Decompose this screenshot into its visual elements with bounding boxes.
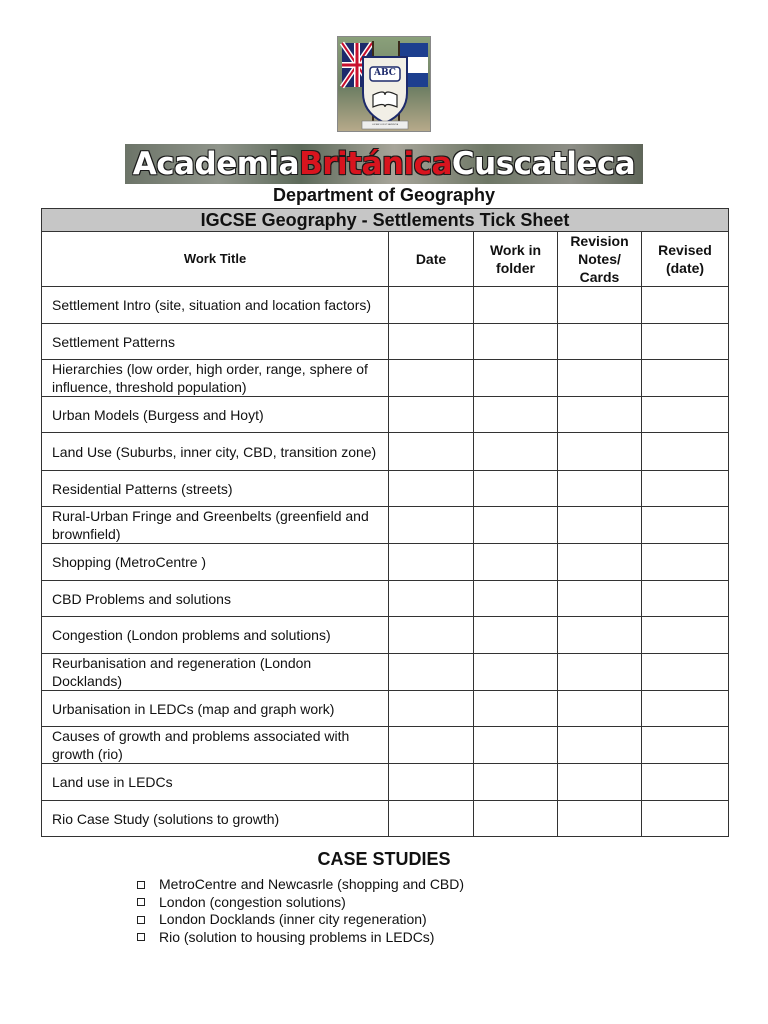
table-row <box>42 544 729 581</box>
revised-date-cell[interactable] <box>642 433 729 471</box>
case-study-text: London (congestion solutions) <box>159 893 346 910</box>
work-title-cell: Rio Case Study (solutions to growth) <box>42 801 389 837</box>
col-header-work-in-folder <box>474 232 558 287</box>
tick-sheet-table <box>41 208 729 837</box>
revised-date-cell[interactable] <box>642 617 729 654</box>
case-study-text: MetroCentre and Newcasrle (shopping and CBD) <box>159 876 465 892</box>
table-row <box>42 617 729 654</box>
work-in-folder-cell[interactable] <box>474 433 558 471</box>
table-row <box>42 433 729 471</box>
square-bullet-icon <box>137 916 145 924</box>
col-header-work-in-folder-line2: folder <box>496 260 535 276</box>
date-cell[interactable] <box>389 691 474 727</box>
revised-date-cell[interactable] <box>642 360 729 397</box>
date-cell[interactable] <box>389 507 474 544</box>
revision-notes-cell[interactable] <box>558 397 642 433</box>
revision-notes-cell[interactable] <box>558 507 642 544</box>
work-title-cell: CBD Problems and solutions <box>42 581 389 617</box>
crest-motto: LUCEAT LUX ET SAPIENTIA <box>371 124 399 126</box>
list-item <box>137 876 464 894</box>
date-cell[interactable] <box>389 727 474 764</box>
list-item <box>137 929 464 947</box>
banner-word-britanica: Británica <box>299 146 452 182</box>
col-header-revision-line2: Notes/ <box>578 251 621 267</box>
work-title-cell: Urbanisation in LEDCs (map and graph work) <box>42 691 389 727</box>
department-heading: Department of Geography <box>272 185 496 205</box>
work-title-cell: Hierarchies (low order, high order, range, sphere of influence, threshold population) <box>42 360 389 397</box>
list-item <box>137 894 464 912</box>
revision-notes-cell[interactable] <box>558 433 642 471</box>
square-bullet-icon <box>137 933 145 941</box>
date-cell[interactable] <box>389 544 474 581</box>
revised-date-cell[interactable] <box>642 471 729 507</box>
work-title-cell: Land Use (Suburbs, inner city, CBD, transition zone) <box>42 433 389 471</box>
work-in-folder-cell[interactable] <box>474 287 558 324</box>
work-title-cell: Land use in LEDCs <box>42 764 389 801</box>
revised-date-cell[interactable] <box>642 544 729 581</box>
list-item <box>137 911 464 929</box>
work-in-folder-cell[interactable] <box>474 727 558 764</box>
table-row <box>42 654 729 691</box>
table-row <box>42 471 729 507</box>
school-crest-logo <box>337 36 431 132</box>
date-cell[interactable] <box>389 581 474 617</box>
school-name-banner <box>125 144 643 184</box>
revision-notes-cell[interactable] <box>558 801 642 837</box>
table-row <box>42 581 729 617</box>
work-in-folder-cell[interactable] <box>474 654 558 691</box>
square-bullet-icon <box>137 881 145 889</box>
revised-date-cell[interactable] <box>642 727 729 764</box>
work-in-folder-cell[interactable] <box>474 764 558 801</box>
revised-date-cell[interactable] <box>642 324 729 360</box>
date-cell[interactable] <box>389 471 474 507</box>
case-studies-list <box>137 876 464 946</box>
table-row <box>42 507 729 544</box>
date-cell[interactable] <box>389 764 474 801</box>
case-study-text: London Docklands (inner city regeneration) <box>159 911 427 927</box>
table-row <box>42 397 729 433</box>
revision-notes-cell[interactable] <box>558 581 642 617</box>
crest-emblem-icon <box>338 37 431 132</box>
case-study-text: Rio (solution to housing problems in LEDCs) <box>159 928 435 945</box>
table-body <box>42 287 729 837</box>
col-header-work-in-folder-line1: Work in <box>489 242 542 258</box>
date-cell[interactable] <box>389 324 474 360</box>
date-cell[interactable] <box>389 287 474 324</box>
work-in-folder-cell[interactable] <box>474 507 558 544</box>
col-header-work-title: Work Title <box>42 232 389 287</box>
work-title-cell: Rural-Urban Fringe and Greenbelts (greenfield and brownfield) <box>42 507 389 544</box>
work-title-cell: Settlement Intro (site, situation and location factors) <box>42 287 389 324</box>
revision-notes-cell[interactable] <box>558 287 642 324</box>
revised-date-cell[interactable] <box>642 581 729 617</box>
revised-date-cell[interactable] <box>642 287 729 324</box>
revised-date-cell[interactable] <box>642 654 729 691</box>
col-header-revised-date <box>642 232 729 287</box>
banner-word-academia: Academia <box>132 146 300 182</box>
case-studies-heading: CASE STUDIES <box>317 849 451 869</box>
revision-notes-cell[interactable] <box>558 727 642 764</box>
revision-notes-cell[interactable] <box>558 324 642 360</box>
table-row <box>42 324 729 360</box>
work-in-folder-cell[interactable] <box>474 324 558 360</box>
work-in-folder-cell[interactable] <box>474 544 558 581</box>
date-cell[interactable] <box>389 654 474 691</box>
work-title-cell: Urban Models (Burgess and Hoyt) <box>42 397 389 433</box>
work-in-folder-cell[interactable] <box>474 360 558 397</box>
date-cell[interactable] <box>389 801 474 837</box>
table-row <box>42 727 729 764</box>
col-header-revision-notes <box>558 232 642 287</box>
table-row <box>42 801 729 837</box>
work-title-cell: Reurbanisation and regeneration (London Docklands) <box>42 654 389 691</box>
revision-notes-cell[interactable] <box>558 764 642 801</box>
table-row <box>42 360 729 397</box>
revision-notes-cell[interactable] <box>558 654 642 691</box>
banner-word-cuscatleca: Cuscatleca <box>451 146 636 182</box>
revision-notes-cell[interactable] <box>558 544 642 581</box>
table-row <box>42 764 729 801</box>
work-title-cell: Congestion (London problems and solutions) <box>42 617 389 654</box>
revised-date-cell[interactable] <box>642 397 729 433</box>
revision-notes-cell[interactable] <box>558 471 642 507</box>
work-in-folder-cell[interactable] <box>474 581 558 617</box>
work-title-cell: Residential Patterns (streets) <box>42 471 389 507</box>
col-header-date: Date <box>389 232 474 287</box>
work-in-folder-cell[interactable] <box>474 801 558 837</box>
work-title-cell: Shopping (MetroCentre ) <box>42 544 389 581</box>
col-header-revised-line1: Revised <box>658 242 712 258</box>
col-header-revision-line1: Revision <box>570 233 629 249</box>
square-bullet-icon <box>137 898 145 906</box>
revised-date-cell[interactable] <box>642 801 729 837</box>
col-header-revised-line2: (date) <box>665 260 705 276</box>
work-title-cell: Causes of growth and problems associated with growth (rio) <box>42 727 389 764</box>
date-cell[interactable] <box>389 433 474 471</box>
revised-date-cell[interactable] <box>642 507 729 544</box>
work-title-cell: Settlement Patterns <box>42 324 389 360</box>
date-cell[interactable] <box>389 397 474 433</box>
col-header-revision-line3: Cards <box>579 269 620 285</box>
revision-notes-cell[interactable] <box>558 691 642 727</box>
work-in-folder-cell[interactable] <box>474 691 558 727</box>
revised-date-cell[interactable] <box>642 764 729 801</box>
date-cell[interactable] <box>389 360 474 397</box>
school-name-logotype <box>125 144 643 184</box>
revised-date-cell[interactable] <box>642 691 729 727</box>
work-in-folder-cell[interactable] <box>474 397 558 433</box>
table-row <box>42 287 729 324</box>
crest-text: ABC <box>374 68 396 78</box>
date-cell[interactable] <box>389 617 474 654</box>
table-title: IGCSE Geography - Settlements Tick Sheet <box>42 209 729 232</box>
work-in-folder-cell[interactable] <box>474 471 558 507</box>
work-in-folder-cell[interactable] <box>474 617 558 654</box>
revision-notes-cell[interactable] <box>558 360 642 397</box>
revision-notes-cell[interactable] <box>558 617 642 654</box>
table-row <box>42 691 729 727</box>
